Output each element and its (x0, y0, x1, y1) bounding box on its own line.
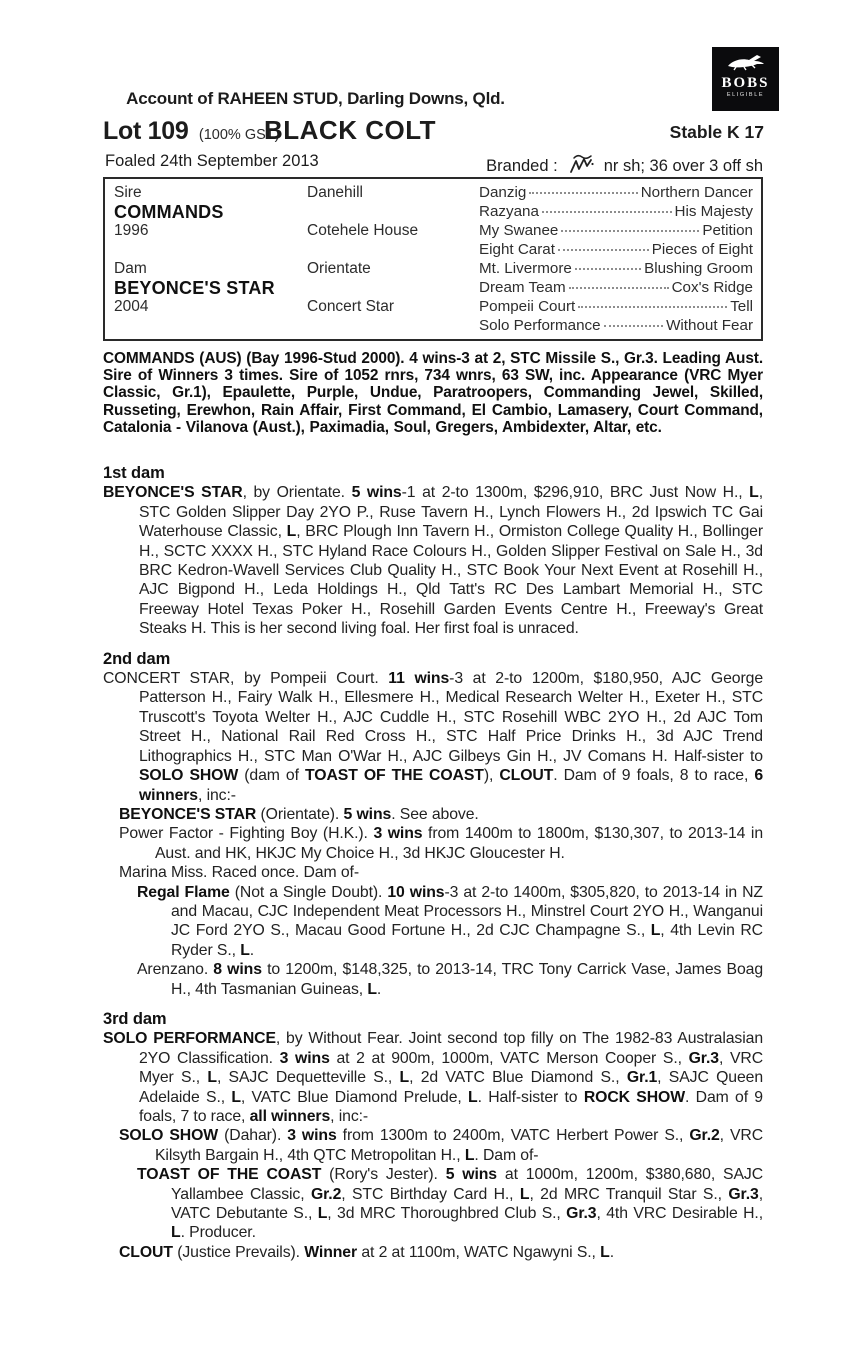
gen3-row (479, 241, 753, 259)
emphasis-text: Gr.3 (728, 1185, 759, 1203)
emphasis-text: CLOUT (119, 1243, 173, 1261)
body-text: (Not a Single Doubt). (229, 883, 388, 901)
gen3-grandsire: Cox's Ridge (671, 278, 753, 296)
emphasis-text: 11 wins (388, 670, 450, 688)
pedigree-paragraph (103, 960, 763, 999)
gen3-grandsire: Petition (702, 222, 753, 240)
bobs-logo-subtitle: ELIGIBLE (726, 92, 765, 98)
body-text: to 1200m, $148,325, to 2013-14, TRC Tony Carrick Vase, James Boag H., 4th Tasmanian Guineas, (171, 961, 764, 998)
body-text: at 1000m, 1200m, $380,680, SAJC Yallambee Classic, (171, 1166, 764, 1203)
leader-dots (569, 287, 669, 289)
emphasis-text: COMMANDS (AUS) (Bay 1996-Stud 2000). 4 wins-3 at 2, STC Missile S., Gr.3. Leading Aust. Sire of Winners 3 times. Sire of 1052 rnrs, 734 wnrs, 63 SW, inc. Appearance (VRC Myer Classic, Gr.1), Epaulette, Purple, Undue, Paratroopers, Commanding Jewel, Skilled, Russeting, Erewhon, Rain Affair, First Command, El Cambio, Lamasery, Court Command, Catalonia - Vilanova (Aust.), Paximadia, Soul, Gregers, Ambidexter, Altar, etc. (103, 350, 763, 436)
gen2-name: Cotehele House (307, 222, 419, 240)
gen3-row (479, 203, 753, 221)
body-text: (Dahar). (218, 1127, 288, 1145)
pedigree-col-gen2 (307, 184, 479, 335)
body-text: (dam of (238, 767, 305, 785)
emphasis-text: L (240, 941, 250, 959)
gen3-sire: Razyana (479, 203, 539, 221)
bobs-eligible-logo (712, 47, 779, 111)
dam-year: 2004 (114, 297, 149, 315)
dam-name: BEYONCE'S STAR (114, 277, 275, 298)
body-text: at 2 at 1100m, WATC Ngawyni S., (357, 1243, 601, 1261)
pedigree-paragraph (103, 483, 763, 638)
body-text: Power Factor - Fighting Boy (H.K.). (119, 825, 374, 843)
gen3-row (479, 222, 753, 240)
body-text: , VRC Kilsyth Bargain H., 4th QTC Metropolitan H., (155, 1127, 764, 1164)
body-text: , by Without Fear. Joint second top filly on The 1982-83 Australasian 2YO Classification. (139, 1030, 764, 1067)
gen3-row (479, 317, 753, 335)
lot-number: Lot 109 (103, 117, 189, 145)
body-text: . (609, 1243, 614, 1261)
pedigree-paragraph (103, 1126, 763, 1165)
emphasis-text: Gr.2 (689, 1127, 720, 1145)
emphasis-text: ROCK SHOW (583, 1088, 686, 1106)
sire-name: COMMANDS (114, 202, 224, 223)
gst-note: (100% GST) (198, 127, 280, 143)
emphasis-text: TOAST OF THE COAST (305, 767, 484, 785)
body-text: , inc:- (330, 1108, 369, 1125)
emphasis-text: 8 wins (213, 961, 262, 979)
body-text: -3 at 2-to 1400m, $305,820, to 2013-14 in NZ and Macau, CJC Independent Meat Processors H., Minstrel Court 2YO H., Wanganui JC Ford 2YO S., Macau Good Fortune H., 2d CJC Champagne S., (171, 883, 763, 940)
emphasis-text: 3 wins (373, 825, 423, 843)
emphasis-text: 5 wins (343, 805, 392, 823)
sire-label: Sire (114, 184, 142, 202)
pedigree-paragraph (103, 883, 763, 961)
foaled-date: Foaled 24th September 2013 (105, 152, 319, 170)
leader-dots (561, 230, 699, 232)
dam-label: Dam (114, 260, 147, 277)
emphasis-text: 5 wins (351, 484, 402, 502)
gen2-name: Orientate (307, 260, 371, 277)
body-text: , 2d MRC Tranquil Star S., (529, 1185, 729, 1203)
body-text: Arenzano. (137, 961, 214, 979)
body-text: ), (483, 767, 500, 785)
emphasis-text: BEYONCE'S STAR (103, 484, 243, 502)
body-text: (Rory's Jester). (321, 1166, 446, 1184)
body-text: , VRC Myer S., (139, 1049, 764, 1087)
vendor-account-line: Account of RAHEEN STUD, Darling Downs, Qld. (126, 89, 505, 108)
pedigree-table (103, 177, 763, 341)
emphasis-text: L (286, 523, 297, 541)
gen2-name: Danehill (307, 184, 364, 202)
emphasis-text: L (464, 1146, 475, 1164)
sire-year: 1996 (114, 222, 149, 240)
dam-section-heading: 3rd dam (103, 1009, 167, 1028)
body-text: . Producer. (180, 1224, 256, 1242)
body-text: , by Orientate. (242, 484, 352, 502)
dam-section-heading: 2nd dam (103, 649, 171, 668)
gen3-grandsire: Blushing Groom (644, 260, 753, 277)
emphasis-text: Gr.3 (688, 1049, 719, 1067)
body-text: , 4th Levin RC Ryder S., (171, 922, 763, 959)
emphasis-text: L (749, 484, 759, 502)
body-text: , SAJC Dequetteville S., (216, 1069, 400, 1087)
emphasis-text: L (367, 980, 377, 998)
emphasis-text: L (650, 922, 661, 940)
gen3-grandsire: Without Fear (666, 316, 753, 334)
bobs-logo-title: BOBS (721, 75, 770, 91)
leader-dots (542, 211, 672, 213)
sire-summary (103, 350, 763, 436)
gen3-grandsire: Northern Dancer (640, 184, 753, 202)
emphasis-text: SOLO PERFORMANCE (103, 1030, 276, 1048)
pedigree-col-subject (114, 184, 307, 335)
emphasis-text: L (171, 1224, 181, 1242)
gen3-sire: Mt. Livermore (479, 260, 572, 277)
body-text: (Orientate). (256, 805, 344, 823)
body-text: from 1300m to 2400m, VATC Herbert Power S., (336, 1127, 690, 1145)
emphasis-text: L (317, 1205, 328, 1223)
body-text: -1 at 2-to 1300m, $296,910, BRC Just Now H., (401, 484, 750, 502)
gen3-sire: Eight Carat (479, 241, 555, 259)
emphasis-text: 3 wins (287, 1127, 337, 1145)
gen3-sire: Dream Team (479, 278, 566, 296)
body-text: at 2 at 900m, 1000m, VATC Merson Cooper S., (329, 1049, 689, 1067)
bobs-horse-icon (724, 58, 768, 75)
emphasis-text: Gr.1 (626, 1069, 658, 1087)
emphasis-text: SOLO SHOW (119, 1127, 219, 1145)
emphasis-text: all winners (249, 1108, 331, 1125)
emphasis-text: Regal Flame (137, 883, 230, 901)
gen2-name: Concert Star (307, 297, 395, 315)
pedigree-paragraph (103, 863, 763, 882)
emphasis-text: CLOUT (499, 767, 554, 785)
emphasis-text: L (399, 1069, 410, 1087)
gen3-sire: Solo Performance (479, 316, 601, 334)
brand-location: nr sh; 36 over 3 off sh (603, 157, 763, 175)
leader-dots (558, 249, 649, 251)
body-text: . (376, 980, 382, 998)
leader-dots (578, 306, 727, 308)
pedigree-paragraph (103, 669, 763, 805)
emphasis-text: 6 winners (139, 767, 763, 804)
body-text: , 4th VRC Desirable H., (596, 1205, 763, 1223)
pedigree-paragraph (103, 1029, 763, 1126)
gen3-grandsire: Tell (730, 297, 753, 315)
body-text: , STC Birthday Card H., (341, 1185, 520, 1203)
gen3-grandsire: Pieces of Eight (651, 241, 753, 259)
emphasis-text: Winner (304, 1243, 358, 1261)
gen3-row (479, 184, 753, 202)
body-text: (Justice Prevails). (172, 1243, 305, 1261)
body-text: . See above. (391, 805, 479, 823)
body-text: , BRC Plough Inn Tavern H., Ormiston College Quality H., Bollinger H., SCTC XXXX H., STC Hyland Race Colours H., Golden Slipper Festival on Sale H., 3d BRC Kedron-Wavell Services Club Quality H., STC Book Your Next Event at Rosehill H., AJC Bigpond H., Leda Holdings H., Qld Tatt's RC Des Lambart Memorial H., STC Freeway Hotel Texas Poker H., Rosehill Garden Events Centre H., Freeway's Great Steaks H. This is her second living foal. Her first foal is unraced. (139, 523, 763, 638)
pedigree-paragraph (103, 1165, 763, 1243)
stable-number: Stable K 17 (669, 122, 764, 142)
pedigree-paragraph (103, 805, 763, 824)
emphasis-text: L (468, 1088, 478, 1106)
emphasis-text: 3 wins (279, 1049, 330, 1067)
foaling-row (103, 150, 764, 174)
body-text: . Half-sister to (477, 1088, 584, 1106)
emphasis-text: L (231, 1088, 241, 1106)
gen3-sire: My Swanee (479, 222, 559, 240)
pedigree-paragraph (103, 1243, 763, 1262)
emphasis-text: BEYONCE'S STAR (119, 805, 257, 823)
emphasis-text: SOLO SHOW (139, 767, 239, 785)
dam-section-heading: 1st dam (103, 464, 165, 482)
gen3-row (479, 279, 753, 297)
emphasis-text: 5 wins (445, 1166, 497, 1184)
body-text: Marina Miss. Raced once. Dam of- (119, 864, 359, 882)
emphasis-text: L (519, 1185, 530, 1203)
pedigree-paragraph (103, 824, 763, 863)
body-text: -3 at 2-to 1200m, $180,950, AJC George Patterson H., Fairy Walk H., Ellesmere H., Medical Research Welter H., Exeter H., STC Truscott's Toyota Welter H., AJC Cuddle H., STC Rosehill WBC 2YO H., 2d AJC Tom Street H., National Rail Red Cross H., STC Half Price Drinks H., 3d AJC Trend Lithographics H., STC Man O'War H., AJC Gilbeys Gin H., JV Comans H. Half-sister to (139, 670, 763, 765)
lot-number-group (103, 117, 279, 146)
emphasis-text: Gr.2 (310, 1185, 342, 1203)
body-text: , SAJC Queen Adelaide S., (139, 1069, 764, 1106)
emphasis-text: Gr.3 (566, 1205, 597, 1223)
body-text: . Dam of 9 foals, 8 to race, (553, 767, 755, 785)
leader-dots (575, 268, 641, 270)
emphasis-text: 10 wins (387, 883, 445, 901)
leader-dots (604, 325, 664, 327)
body-text: , 2d VATC Blue Diamond S., (409, 1069, 627, 1087)
body-text: from 1400m to 1800m, $130,307, to 2013-14 in Aust. and HK, HKJC My Choice H., 3d HKJC Gloucester H. (155, 825, 764, 862)
body-text: , inc:- (198, 786, 236, 804)
emphasis-text: L (207, 1069, 217, 1087)
emphasis-text: L (600, 1243, 610, 1261)
pedigree-col-gen3 (479, 184, 753, 335)
horse-description: BLACK COLT (263, 115, 437, 145)
dam-sections (103, 464, 763, 1262)
leader-dots (529, 192, 637, 194)
body-text: . Dam of- (474, 1146, 539, 1164)
body-text: , STC Golden Slipper Day 2YO P., Ruse Tavern H., Lynch Flowers H., 2d Ipswich TC Gai Waterhouse Classic, (139, 484, 764, 541)
body-text: , 3d MRC Thoroughbred Club S., (327, 1205, 567, 1223)
body-text: , VATC Debutante S., (171, 1185, 763, 1223)
branded-label: Branded : (486, 157, 558, 175)
gen3-row (479, 260, 753, 278)
body-text: . (249, 941, 255, 959)
body-text: CONCERT STAR, by Pompeii Court. (103, 670, 389, 688)
gen3-sire: Danzig (479, 184, 527, 202)
body-text: . Dam of 9 foals, 7 to race, (139, 1088, 763, 1125)
gen3-row (479, 298, 753, 316)
gen3-sire: Pompeii Court (479, 297, 576, 315)
lot-header-row (103, 112, 764, 148)
body-text: , VATC Blue Diamond Prelude, (240, 1088, 469, 1106)
emphasis-text: TOAST OF THE COAST (137, 1166, 322, 1184)
gen3-grandsire: His Majesty (674, 203, 753, 221)
